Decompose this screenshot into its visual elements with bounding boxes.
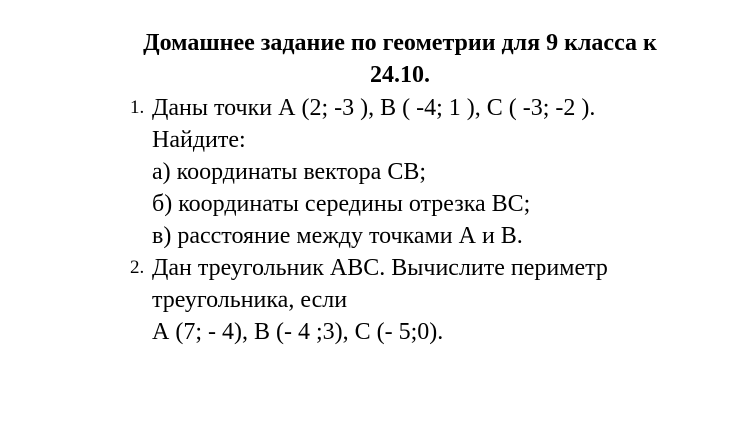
title-line: Домашнее задание по геометрии для 9 класса к — [143, 30, 657, 56]
task-number: 2. — [130, 257, 145, 278]
task-number: 1. — [130, 97, 145, 118]
task-list — [0, 92, 750, 348]
document-title — [100, 27, 700, 91]
task-text-line: Найдите: — [152, 127, 246, 153]
task-text-line: А (7; - 4), В (- 4 ;3), С (- 5;0). — [152, 319, 444, 345]
task-text-line: Даны точки А (2; -3 ), В ( -4; 1 ), С ( -3; -2 ). — [152, 95, 596, 121]
task-item — [0, 92, 750, 252]
task-text-line: Дан треугольник АВС. Вычислите периметр — [152, 255, 608, 281]
task-text-line: в) расстояние между точками А и В. — [152, 223, 523, 249]
task-item — [0, 252, 750, 348]
title-line: 24.10. — [370, 62, 430, 88]
task-text-line: а) координаты вектора СВ; — [152, 159, 427, 185]
task-text-line: треугольника, если — [152, 287, 348, 313]
task-text-line: б) координаты середины отрезка ВС; — [152, 191, 531, 217]
